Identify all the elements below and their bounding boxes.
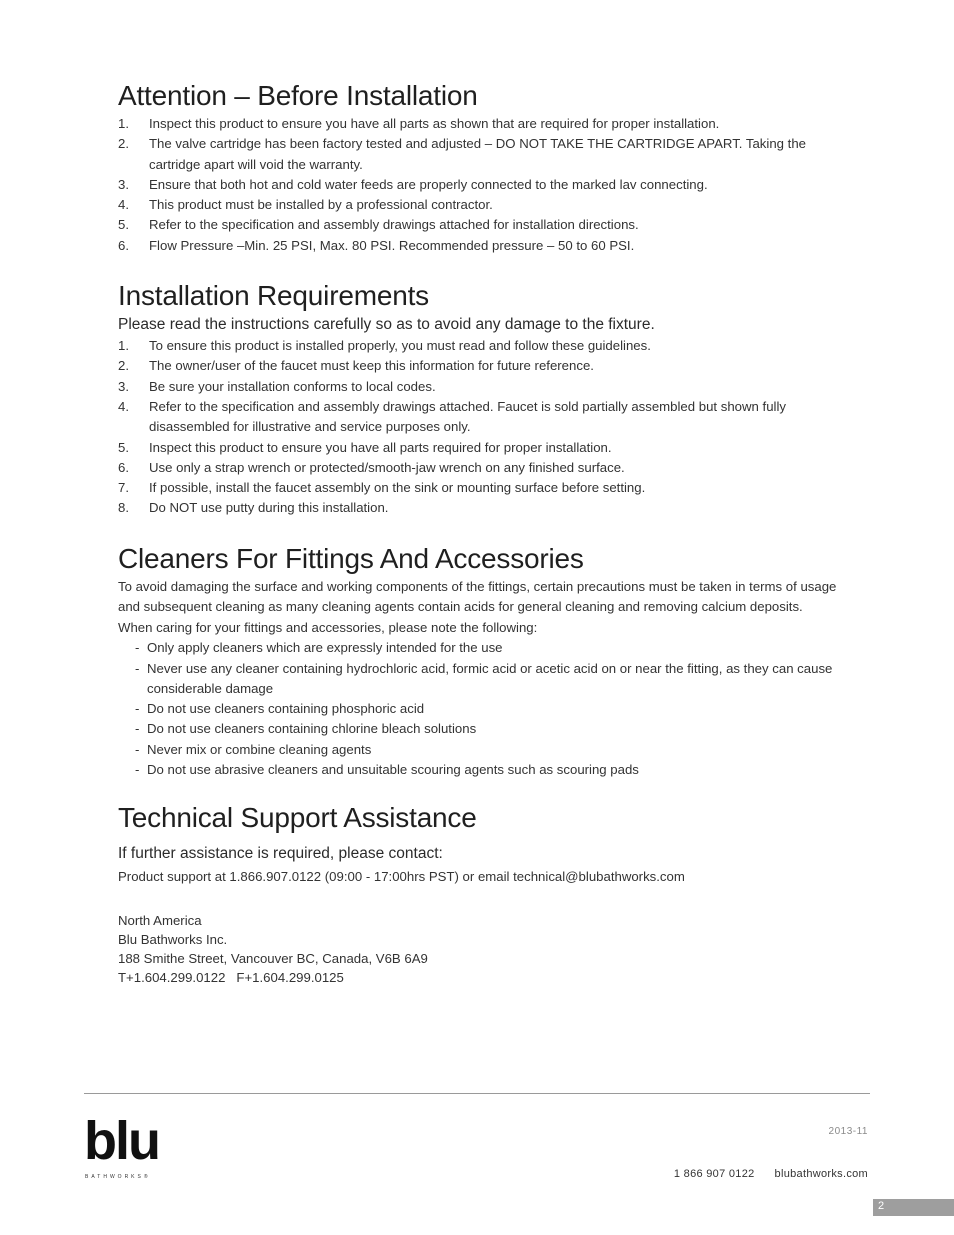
section-before-installation — [118, 80, 838, 256]
list-item: - Do not use abrasive cleaners and unsuitable scouring agents such as scouring pads — [135, 762, 639, 778]
list-item: 8. Do NOT use putty during this installation. — [118, 500, 389, 516]
page-number-tab — [873, 1199, 954, 1216]
logo-subtext: BATHWORKS® — [85, 1174, 151, 1180]
address-block — [118, 912, 838, 987]
address-region: North America — [118, 913, 202, 929]
list-item: 1. To ensure this product is installed properly, you must read and follow these guidelines. — [118, 338, 651, 354]
list-item: 5. Inspect this product to ensure you have all parts required for proper installation. — [118, 439, 612, 455]
blu-logo — [84, 1111, 164, 1184]
list-item: 5. Refer to the specification and assembly drawings attached for installation directions. — [118, 217, 639, 233]
document-body — [118, 80, 838, 988]
list-item: - Do not use cleaners containing phosphoric acid — [135, 701, 425, 717]
page-number: 2 — [878, 1200, 885, 1212]
heading-installation-requirements: Installation Requirements — [118, 280, 429, 312]
heading-technical-support: Technical Support Assistance — [118, 802, 477, 834]
before-installation-list — [118, 114, 838, 256]
footer-divider — [84, 1093, 870, 1094]
installation-lead-text: Please read the instructions carefully so as to avoid any damage to the fixture. — [118, 316, 655, 334]
list-item: 6. Flow Pressure –Min. 25 PSI, Max. 80 PSI. Recommended pressure – 50 to 60 PSI. — [118, 237, 635, 253]
list-item: - Only apply cleaners which are expressly intended for the use — [135, 640, 503, 656]
section-installation-requirements — [118, 280, 838, 519]
list-item: 1. Inspect this product to ensure you have all parts as shown that are required for proper installation. — [118, 116, 720, 131]
list-item: 2. The owner/user of the faucet must keep this information for future reference. — [118, 358, 594, 374]
heading-cleaners: Cleaners For Fittings And Accessories — [118, 542, 584, 574]
document-date: 2013-11 — [828, 1126, 868, 1137]
support-contact-text: Product support at 1.866.907.0122 (09:00 - 17:00hrs PST) or email technical@blubathworks.com — [118, 869, 685, 885]
section-technical-support — [118, 802, 838, 987]
footer-phone: 1 866 907 0122 — [673, 1168, 755, 1180]
heading-before-installation: Attention – Before Installation — [118, 80, 478, 111]
list-item: 3. Ensure that both hot and cold water feeds are properly connected to the marked lav connecting. — [118, 176, 708, 192]
list-item: 6. Use only a strap wrench or protected/smooth-jaw wrench on any finished surface. — [118, 459, 625, 475]
cleaners-list — [118, 638, 838, 780]
address-company: Blu Bathworks Inc. — [118, 932, 228, 948]
logo-wordmark: blu — [84, 1111, 159, 1171]
list-item: - Never mix or combine cleaning agents — [135, 741, 372, 757]
section-cleaners — [118, 543, 838, 781]
list-item: 4. Refer to the specification and assembly drawings attached. Faucet is sold partially assembled but shown fully disassembled for illustrative and service purposes only. — [118, 398, 786, 435]
list-item: - Never use any cleaner containing hydrochloric acid, formic acid or acetic acid on or near the fitting, as they can cause considerable damage — [135, 660, 833, 696]
address-phone-fax: T+1.604.299.0122 F+1.604.299.0125 — [118, 969, 344, 985]
cleaners-intro-text: To avoid damaging the surface and working components of the fittings, certain precautions must be taken in terms of usage and subsequent cleaning as many cleaning agents contain acids for general cleaning and removing calcium deposits. When caring for your fittings and accessories, please note the following: — [118, 578, 837, 635]
list-item: 4. This product must be installed by a professional contractor. — [118, 197, 493, 213]
footer-contacts — [674, 1168, 868, 1180]
list-item: 2. The valve cartridge has been factory tested and adjusted – DO NOT TAKE THE CARTRIDGE APART. Taking the cartridge apart will void the warranty. — [118, 136, 806, 172]
footer-website[interactable]: blubathworks.com — [774, 1168, 868, 1180]
list-item: 7. If possible, install the faucet assembly on the sink or mounting surface before setting. — [118, 480, 646, 496]
contact-lead-text: If further assistance is required, please contact: — [118, 845, 443, 863]
installation-requirements-list — [118, 336, 838, 519]
list-item: - Do not use cleaners containing chlorine bleach solutions — [135, 721, 477, 737]
list-item: 3. Be sure your installation conforms to local codes. — [118, 378, 436, 394]
address-street: 188 Smithe Street, Vancouver BC, Canada, V6B 6A9 — [118, 950, 428, 966]
